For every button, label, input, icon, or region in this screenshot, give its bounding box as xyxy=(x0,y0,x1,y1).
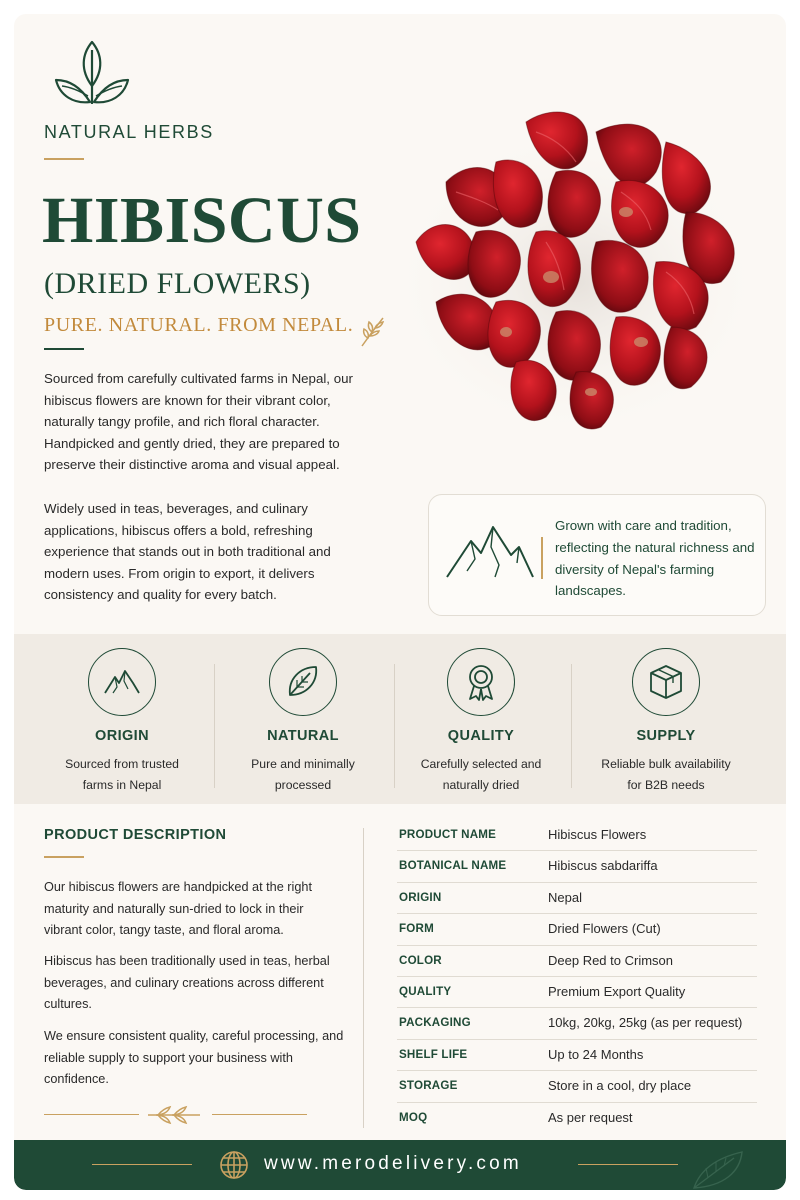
spec-value: Dried Flowers (Cut) xyxy=(548,921,661,937)
intro-paragraph-2: Widely used in teas, beverages, and culinary applications, hibiscus offers a bold, refreshing experience that stands out in both traditional and modern uses. From origin to export, it delivers consistency and quality for every batch. xyxy=(44,501,331,603)
feature-icon-circle xyxy=(88,648,156,716)
spec-key: PRODUCT NAME xyxy=(399,828,497,841)
spec-key: STORAGE xyxy=(399,1079,458,1093)
mountain-icon xyxy=(445,521,535,581)
spec-key: PACKAGING xyxy=(399,1016,471,1030)
intro-paragraph-1: Sourced from carefully cultivated farms in Nepal, our hibiscus flowers are known for their vibrant color, naturally tangy profile, and rich floral character. Handpicked and gently dried, they are prepared to preserve their distinctive aroma and visual appeal. xyxy=(44,371,353,473)
spec-value: Nepal xyxy=(548,889,582,905)
spec-row xyxy=(397,883,757,914)
dried-hibiscus-photo xyxy=(386,92,758,442)
spec-row xyxy=(397,820,757,851)
spec-row xyxy=(397,1040,757,1071)
feature-description: Reliable bulk availability for B2B needs xyxy=(601,757,731,792)
spec-row xyxy=(397,914,757,945)
section-divider xyxy=(363,828,364,1128)
product-description-heading: PRODUCT DESCRIPTION xyxy=(44,827,227,843)
spec-row xyxy=(397,977,757,1008)
feature-title: NATURAL xyxy=(267,728,339,744)
spec-key: MOQ xyxy=(399,1110,428,1124)
spec-value: 10kg, 20kg, 25kg (as per request) xyxy=(548,1015,743,1031)
origin-callout-card xyxy=(428,494,766,616)
product-sheet xyxy=(14,14,786,1190)
leaf-icon xyxy=(284,663,322,701)
description-divider xyxy=(44,856,84,858)
ornament-line-right xyxy=(212,1114,307,1115)
spec-key: COLOR xyxy=(399,953,442,967)
spec-row xyxy=(397,1103,757,1134)
tagline-divider xyxy=(44,348,84,350)
sprig-icon xyxy=(359,314,387,348)
spec-key: ORIGIN xyxy=(399,890,442,904)
website-link[interactable]: www.merodelivery.com xyxy=(264,1153,522,1174)
spec-row xyxy=(397,1008,757,1039)
spec-row xyxy=(397,851,757,882)
spec-row xyxy=(397,1071,757,1102)
product-tagline: PURE. NATURAL. FROM NEPAL. xyxy=(44,314,354,336)
description-paragraph-2: Hibiscus has been traditionally used in teas, herbal beverages, and culinary creations across different cultures. xyxy=(44,954,330,1011)
box-icon xyxy=(647,663,685,701)
footer-line-right xyxy=(578,1164,678,1165)
callout-accent-bar xyxy=(541,537,543,579)
category-eyebrow: NATURAL HERBS xyxy=(44,122,214,142)
leaf-watermark-icon xyxy=(690,1142,750,1190)
leaf-logo-icon xyxy=(52,36,132,118)
feature-description: Sourced from trusted farms in Nepal xyxy=(65,757,179,792)
globe-icon xyxy=(218,1149,250,1181)
spec-value: Hibiscus Flowers xyxy=(548,827,647,842)
spec-value: Store in a cool, dry place xyxy=(548,1078,692,1094)
feature-title: ORIGIN xyxy=(95,728,149,744)
spec-value: Deep Red to Crimson xyxy=(548,952,673,968)
feature-title: SUPPLY xyxy=(636,728,696,744)
callout-text: Grown with care and tradition, reflecting the natural richness and diversity of Nepal's farming landscapes. xyxy=(555,518,755,599)
feature-icon-circle xyxy=(269,648,337,716)
award-ribbon-icon xyxy=(462,663,500,701)
product-subtitle: (DRIED FLOWERS) xyxy=(44,267,311,300)
spec-key: FORM xyxy=(399,922,434,936)
feature-description: Carefully selected and naturally dried xyxy=(420,757,542,792)
spec-value: Hibiscus sabdariffa xyxy=(548,858,658,874)
spec-value: Up to 24 Months xyxy=(548,1046,644,1062)
description-paragraph-1: Our hibiscus flowers are handpicked at the right maturity and naturally sun-dried to lock in their vibrant color, tangy taste, and floral aroma. xyxy=(44,880,312,937)
spec-value: As per request xyxy=(548,1109,633,1125)
feature-description: Pure and minimally processed xyxy=(251,757,355,792)
spec-row xyxy=(397,946,757,977)
mountain-icon xyxy=(103,663,141,701)
product-title: HIBISCUS xyxy=(42,184,362,257)
footer-line-left xyxy=(92,1164,192,1165)
feature-icon-circle xyxy=(632,648,700,716)
laurel-ornament-icon xyxy=(144,1102,204,1128)
spec-key: SHELF LIFE xyxy=(399,1047,468,1061)
spec-value: Premium Export Quality xyxy=(548,984,686,999)
eyebrow-divider xyxy=(44,158,84,160)
footer-bar xyxy=(14,1140,786,1190)
description-paragraph-3: We ensure consistent quality, careful processing, and reliable supply to support your business with confidence. xyxy=(44,1029,344,1086)
feature-title: QUALITY xyxy=(447,728,515,744)
feature-divider xyxy=(571,664,572,788)
features-band xyxy=(14,634,786,804)
spec-key: BOTANICAL NAME xyxy=(399,859,507,873)
ornament-line-left xyxy=(44,1114,139,1115)
spec-key: QUALITY xyxy=(399,985,452,998)
feature-icon-circle xyxy=(447,648,515,716)
